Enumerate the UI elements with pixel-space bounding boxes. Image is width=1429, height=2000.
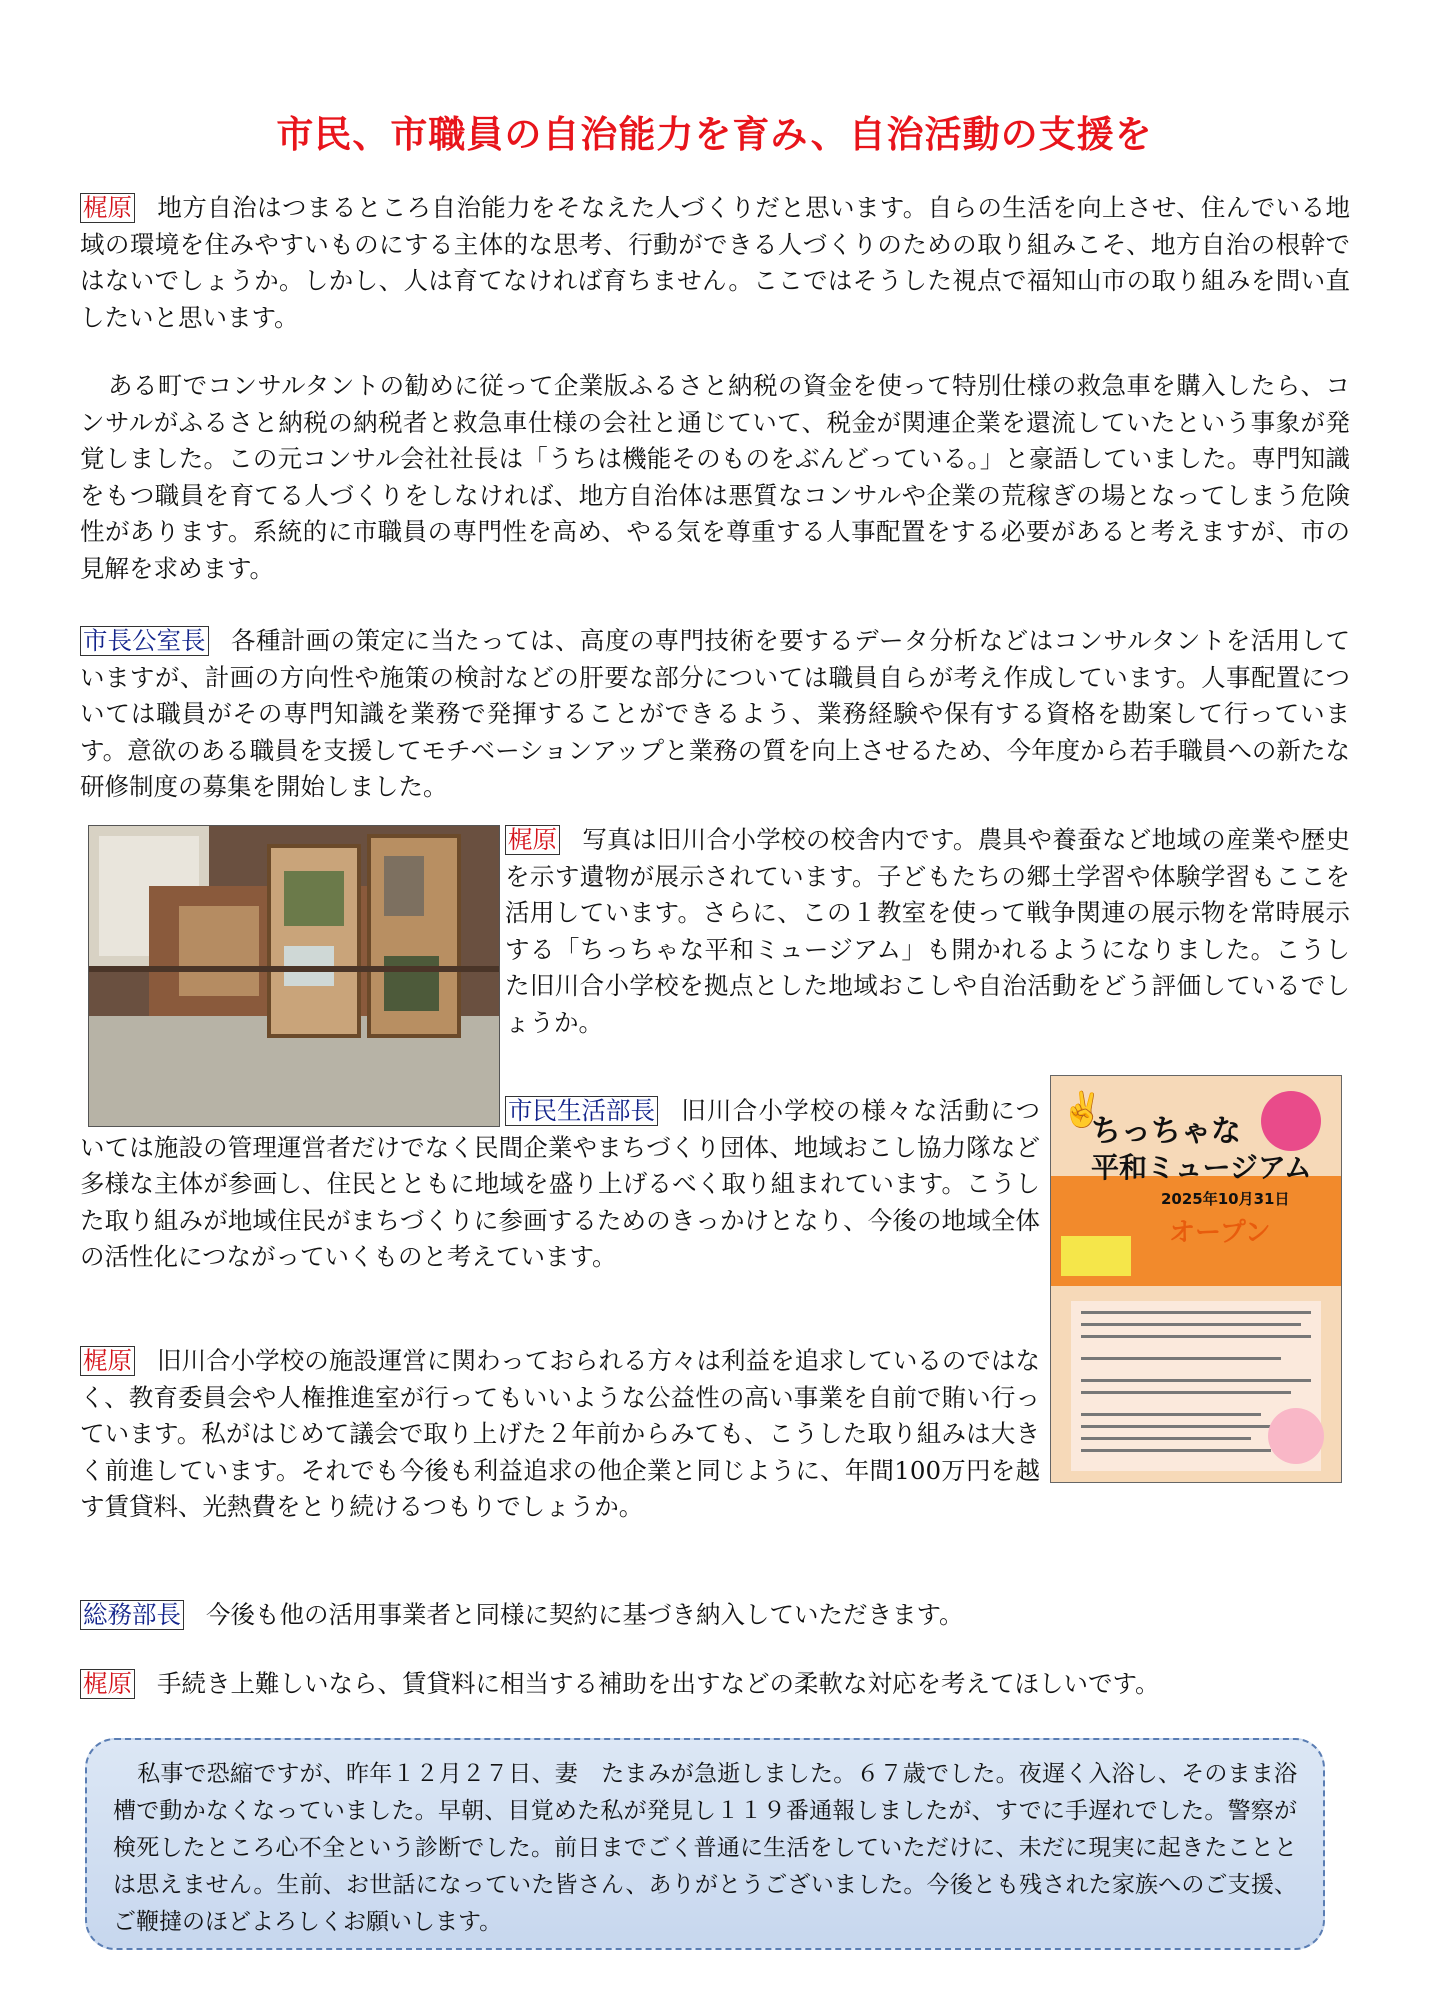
svg-text:✌: ✌ <box>1061 1090 1104 1130</box>
peace-museum-poster <box>1050 1075 1342 1483</box>
section-general-affairs <box>80 1597 1350 1634</box>
poster-open: オープン <box>1169 1218 1271 1248</box>
section-text: 地方自治はつまるところ自治能力をそなえた人づくりだと思います。自らの生活を向上させ、住んでいる地域の環境を住みやすいものにする主体的な思考、行動ができる人づくりのための取り組みこそ、地方自治の根幹ではないでしょうか。しかし、人は育てなければ育ちません。ここではそうした視点で福知山市の取り組みを問い直したいと思います。 <box>80 193 1350 332</box>
section-text: 旧川合小学校の様々な活動については施設の管理運営者だけでなく民間企業やまちづくり団体、地域おこし協力隊など多様な主体が参画し、住民とともに地域を盛り上げるべく取り組まれています。こうした取り組みが地域住民がまちづくりに参画するためのきっかけとなり、今後の地域全体の活性化につながっていくものと考えています。 <box>80 1096 1040 1271</box>
section-text: 旧川合小学校の施設運営に関わっておられる方々は利益を追求しているのではなく、教育委員会や人権推進室が行ってもいいような公益性の高い事業を自前で賄い行っています。私がはじめて議会で取り上げた２年前からみても、こうした取り組みは大きく前進しています。それでも今後も利益追求の他企業と同じように、年間100万円を越す賃貸料、光熱費をとり続けるつもりでしょうか。 <box>80 1346 1040 1521</box>
section-text: 写真は旧川合小学校の校舎内です。農具や養蚕など地域の産業や歴史を示す遺物が展示されています。子どもたちの郷土学習や体験学習もここを活用しています。さらに、この１教室を使って戦争関連の展示物を常時展示する「ちっちゃな平和ミュージアム」も開かれるようになりました。こうした旧川合小学校を拠点とした地域おこしや自治活動をどう評価しているでしょうか。 <box>505 825 1350 1037</box>
section-kajiwara-photo <box>505 822 1350 1041</box>
speaker-label: 梶原 <box>505 825 560 855</box>
school-exhibit-photo <box>88 825 500 1127</box>
personal-note-box <box>85 1738 1325 1950</box>
speaker-label: 梶原 <box>80 193 135 223</box>
section-text: 手続き上難しいなら、賃貸料に相当する補助を出すなどの柔軟な対応を考えてほしいです。 <box>157 1669 1160 1698</box>
section-kajiwara-3 <box>80 1666 1350 1703</box>
speaker-label: 梶原 <box>80 1346 135 1376</box>
poster-date: 2025年10月31日 <box>1161 1190 1290 1208</box>
section-mayor-office <box>80 623 1350 806</box>
page-title: 市民、市職員の自治能力を育み、自治活動の支援を <box>276 113 1153 156</box>
speaker-label: 市長公室長 <box>80 626 209 656</box>
speaker-label: 総務部長 <box>80 1600 184 1630</box>
section-text: ある町でコンサルタントの勧めに従って企業版ふるさと納税の資金を使って特別仕様の救急車を購入したら、コンサルがふるさと納税の納税者と救急車仕様の会社と通じていて、税金が関連企業を還流していたという事象が発覚しました。この元コンサル会社社長は「うちは機能そのものをぶんどっている。」と豪語していました。専門知識をもつ職員を育てる人づくりをしなければ、地方自治体は悪質なコンサルや企業の荒稼ぎの場となってしまう危険性があります。系統的に市職員の専門性を高め、やる気を尊重する人事配置をする必要があると考えますが、市の見解を求めます。 <box>80 371 1350 583</box>
speaker-label: 梶原 <box>80 1669 135 1699</box>
section-paragraph-2 <box>80 368 1350 587</box>
section-kajiwara-1 <box>80 190 1350 336</box>
section-text: 今後も他の活用事業者と同様に契約に基づき納入していただきます。 <box>206 1600 964 1629</box>
poster-title-line2: 平和ミュージアム <box>1091 1151 1312 1184</box>
section-kajiwara-2 <box>80 1343 1040 1526</box>
speaker-label: 市民生活部長 <box>505 1096 658 1126</box>
section-text: 各種計画の策定に当たっては、高度の専門技術を要するデータ分析などはコンサルタントを活用していますが、計画の方向性や施策の検討などの肝要な部分については職員自らが考え作成しています。人事配置については職員がその専門知識を業務で発揮することができるよう、業務経験や保有する資格を勘案して行っています。意欲のある職員を支援してモチベーションアップと業務の質を向上させるため、今年度から若手職員への新たな研修制度の募集を開始しました。 <box>80 626 1351 801</box>
section-citizen-life <box>80 1093 1040 1276</box>
poster-title-line1: ちっちゃな <box>1091 1114 1241 1149</box>
personal-note-text: 私事で恐縮ですが、昨年１２月２７日、妻 たまみが急逝しました。６７歳でした。夜遅く入浴し、そのまま浴槽で動かなくなっていました。早朝、目覚めた私が発見し１１９番通報しましたが、すでに手遅れでした。警察が検死したところ心不全という診断でした。前日までごく普通に生活をしていただけに、未だに現実に起きたこととは思えません。生前、お世話になっていた皆さん、ありがとうございました。今後とも残された家族へのご支援、ご鞭撻のほどよろしくお願いします。 <box>113 1761 1297 1935</box>
